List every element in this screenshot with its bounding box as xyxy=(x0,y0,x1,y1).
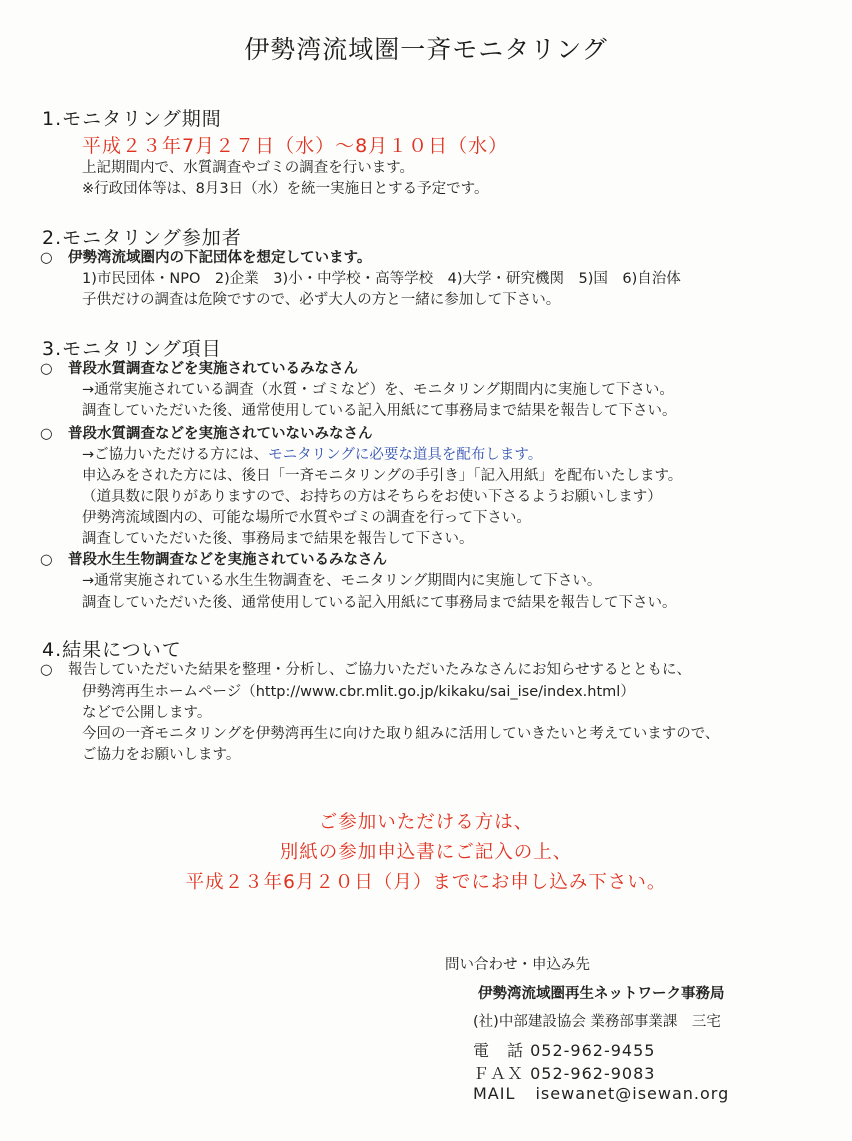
s2-line-1: 1)市民団体・NPO 2)企業 3)小・中学校・高等学校 4)大学・研究機関 5)国 6)自治体 xyxy=(82,271,681,287)
s3-b3-line-2: 調査していただいた後、通常使用している記入用紙にて事務局まで結果を報告して下さい。 xyxy=(82,595,677,611)
closing-line-2: 別紙の参加申込書にご記入の上、 xyxy=(279,842,573,863)
section-2-heading: 2.モニタリング参加者 xyxy=(42,227,242,249)
fax-row xyxy=(473,1061,655,1084)
closing-deadline: 平成２３年6月２０日（月）までにお申し込み下さい。 xyxy=(185,872,667,893)
s3-b2-line-4: 伊勢湾流域圏内の、可能な場所で水質やゴミの調査を行って下さい。 xyxy=(82,510,531,526)
s2-lead: 伊勢湾流域圏内の下記団体を想定しています。 xyxy=(68,250,372,266)
s4-line-4: 今回の一斉モニタリングを伊勢湾再生に向けた取り組みに活用していきたいと考えていますので、 xyxy=(82,726,720,742)
homepage-link[interactable]: 伊勢湾再生ホームページ（http://www.cbr.mlit.go.jp/kikaku/sai_ise/index.html） xyxy=(82,684,635,700)
s2-line-2: 子供だけの調査は危険ですので、必ず大人の方と一緒に参加して下さい。 xyxy=(82,292,561,308)
fax-label: ＦＡＸ xyxy=(473,1064,525,1083)
phone-label: 電 話 xyxy=(473,1041,525,1060)
s3-b1-lead: 普段水質調査などを実施されているみなさん xyxy=(68,361,358,377)
contact-org: 伊勢湾流域圏再生ネットワーク事務局 xyxy=(478,986,725,1002)
s3-b2-lead: 普段水質調査などを実施されていないみなさん xyxy=(68,426,373,442)
tool-distribution-highlight: モニタリングに必要な道具を配布します。 xyxy=(268,447,543,463)
mail-label: MAIL xyxy=(473,1084,516,1103)
s3-b3-line-1: →通常実施されている水生生物調査を、モニタリング期間内に実施して下さい。 xyxy=(82,573,602,589)
s1-line-1: 上記期間内で、水質調査やゴミの調査を行います。 xyxy=(82,160,415,176)
s3-b2-line-1-pre: →ご協力いただける方には、 xyxy=(82,447,269,463)
s1-line-2: ※行政団体等は、8月3日（水）を統一実施日とする予定です。 xyxy=(82,181,489,197)
s4-line-3: などで公開します。 xyxy=(82,705,212,721)
section-4-heading: 4.結果について xyxy=(42,639,182,661)
mail-address[interactable]: isewanet@isewan.org xyxy=(535,1084,730,1103)
s4-line-5: ご協力をお願いします。 xyxy=(82,747,241,763)
contact-label: 問い合わせ・申込み先 xyxy=(445,957,590,973)
s3-b2-line-1 xyxy=(82,445,542,465)
bullet-icon: ○ xyxy=(40,552,53,568)
mail-row xyxy=(473,1084,729,1103)
s3-b2-line-2: 申込みをされた方には、後日「一斉モニタリングの手引き」「記入用紙」を配布いたします。 xyxy=(82,468,683,484)
s4-line-1: 報告していただいた結果を整理・分析し、ご協力いただいたみなさんにお知らせするとともに、 xyxy=(68,662,692,678)
s3-b2-line-5: 調査していただいた後、事務局まで結果を報告して下さい。 xyxy=(82,531,474,547)
monitoring-period: 平成２３年7月２７日（水）～8月１０日（水） xyxy=(82,135,509,157)
section-3-heading: 3.モニタリング項目 xyxy=(42,338,222,360)
fax-number: 052-962-9083 xyxy=(530,1064,656,1083)
section-1-heading: 1.モニタリング期間 xyxy=(42,108,222,130)
bullet-icon: ○ xyxy=(40,361,53,377)
bullet-icon: ○ xyxy=(40,662,53,678)
closing-line-1: ご参加いただける方は、 xyxy=(318,812,534,833)
s3-b2-line-3: （道具数に限りがありますので、お持ちの方はそちらをお使い下さるようお願いします） xyxy=(82,489,662,505)
page-title: 伊勢湾流域圏一斉モニタリング xyxy=(244,35,608,64)
s3-b1-line-2: 調査していただいた後、通常使用している記入用紙にて事務局まで結果を報告して下さい。 xyxy=(82,403,677,419)
phone-row xyxy=(473,1038,655,1061)
bullet-icon: ○ xyxy=(40,250,53,266)
bullet-icon: ○ xyxy=(40,426,53,442)
s3-b1-line-1: →通常実施されている調査（水質・ゴミなど）を、モニタリング期間内に実施して下さい。 xyxy=(82,382,674,398)
contact-dept: (社)中部建設協会 業務部事業課 三宅 xyxy=(473,1014,721,1030)
phone-number: 052-962-9455 xyxy=(530,1041,656,1060)
s3-b3-lead: 普段水生生物調査などを実施されているみなさん xyxy=(68,552,387,568)
